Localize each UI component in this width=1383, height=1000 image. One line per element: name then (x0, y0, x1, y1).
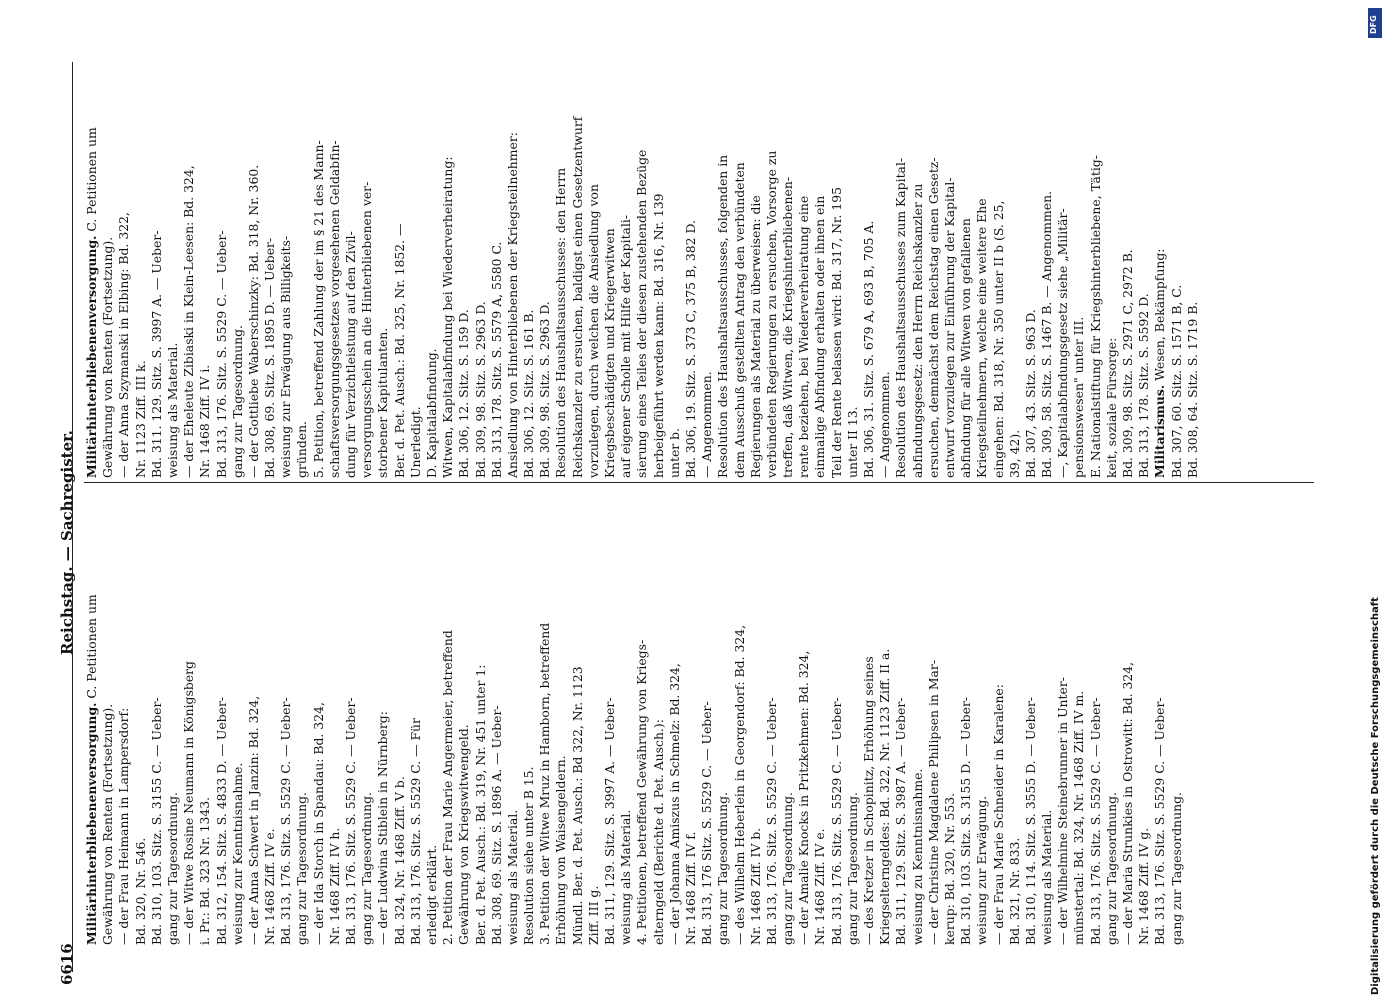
text-line: gang zur Tagesordnung. (715, 792, 731, 945)
text-line: Bd. 311. 129. Sitz. S. 3997 A. — Ueber- (148, 230, 164, 478)
text-line: Nr. 1468 Ziff. IV e. (812, 828, 828, 945)
text-line: gang zur Tagesordnung. (294, 792, 310, 945)
text-line: — der Anna Szymanski in Elbing: Bd. 322, (116, 212, 132, 478)
text-line: weisung zur Kenntnisnahme. (229, 762, 245, 945)
text-line: rente beziehen, bei Wiederverheiratung eine (796, 195, 812, 478)
text-line: Bd. 309, 98. Sitz. S. 2971 C, 2972 B. (1120, 249, 1135, 478)
text-line: Erhöhung von Waisengeldern. (553, 755, 569, 945)
text-line: — der Amalie Knocks in Pritzkehmen: Bd. 324, (796, 650, 812, 945)
dfg-logo-text: DFG (1369, 15, 1378, 34)
text-line: — der Maria Strunkies in Ostrowitt: Bd. 324, (1120, 661, 1135, 945)
text-line: Bd. 307, 60. Sitz. S. 1571 B, C. (1168, 284, 1184, 478)
text-line: einmalige Abfindung erhalten oder ihnen ein (812, 195, 828, 478)
text-line: schaftsversorgungsgesetzes vorgesehenen Geldabfin- (326, 140, 342, 478)
text-line: vorzulegen, durch welchen die Ansiedlung von (585, 184, 601, 478)
text-line: 5. Petition, betreffend Zahlung der im § 21 des Mann- (310, 140, 326, 478)
text-line: Bd. 320, Nr. 546. (132, 837, 148, 945)
text-line: Bd. 307, 43. Sitz. S. 963 D. (1022, 309, 1038, 478)
text-line: —, Kapitalabfindungsgesetz siehe „Militär- (1055, 208, 1071, 478)
text-line: Ber. d. Pet. Ausch.: Bd. 319, Nr. 451 unter 1: (472, 664, 488, 945)
text-line: herbeigeführt werden kann: Bd. 316, Nr. 139 (650, 193, 666, 478)
text-line: Militarismus. Wesen, Bekämpfung: (1152, 248, 1168, 478)
text-line: Bd. 306, 19. Sitz. S. 373 C, 375 B, 382 D. (682, 220, 698, 478)
text-line: Bd. 308, 69. Sitz. S. 1896 A. — Ueber- (488, 705, 504, 945)
text-line: — des Wilhelm Heberlein in Georgendorf: Bd. 324, (731, 624, 747, 945)
text-line: Gewährung von Renten (Fortsetzung). (100, 236, 116, 478)
text-line: — der Frau Heimann in Lampersdorf: (116, 707, 132, 945)
text-line: Nr. 1468 Ziff. IV i. (197, 364, 213, 478)
text-line: Gewährung von Renten (Fortsetzung). (100, 703, 116, 945)
text-line: Bd. 313, 176. Sitz. S. 5529 C. — Ueber- (213, 230, 229, 478)
text-line: Bd. 310, 103. Sitz. S. 3155 C. — Ueber- (148, 697, 164, 945)
funding-note: Digitalisierung gefördert durch die Deutsche Forschungsgemeinschaft (1370, 597, 1381, 995)
text-line: Bd. 310, 103. Sitz. S. 3155 D. — Ueber- (958, 696, 974, 945)
text-line: weisung zur Erwägung aus Billigkeits- (278, 235, 294, 478)
text-line: — der Christine Magdalene Philipsen in Mar- (925, 659, 941, 945)
text-line: Resolution siehe unter B 15. (521, 766, 537, 945)
text-line: gang zur Tagesordnung. (1168, 792, 1184, 945)
text-line: Bd. 313, 176. Sitz. S. 5529 C. — Ueber- (828, 697, 844, 945)
text-line: Bd. 313, 178. Sitz. S. 5592 D. (1136, 293, 1152, 478)
text-line: Bd. 310, 114. Sitz. S. 3555 D. — Ueber- (1022, 696, 1038, 945)
text-line: münstertal: Bd. 324, Nr. 1468 Ziff. IV m. (1071, 690, 1087, 945)
text-line: abfindung für alle Witwen von gefallenen (958, 218, 974, 478)
text-line: Bd. 312, 154. Sitz. S. 4833 D. — Ueber- (213, 696, 229, 945)
text-line: weisung als Material. (164, 342, 180, 478)
text-line: Witwen, Kapitalabfindung bei Wiederverheiratung: (440, 156, 456, 478)
text-line: Regierungen als Material zu überweisen: die (747, 195, 763, 478)
text-line: Bd. 313, 176. Sitz. S. 5529 C. — Ueber- (278, 697, 294, 945)
text-line: Bd. 313, 176. Sitz. S. 5529 C. — Ueber- (763, 697, 779, 945)
text-line: Bd. 313, 176 Sitz. S. 5529 C. — Ueber- (699, 701, 715, 945)
page-title: Reichstag. — Sachregister. (58, 430, 76, 655)
text-line: weisung zu Kenntnisnahme. (909, 768, 925, 945)
text-line: Ziff. III g. (585, 885, 601, 945)
text-line: Bd. 313, 178. Sitz. S. 5579 A, 5580 C. (488, 241, 504, 478)
text-line: weisung zur Erwägung. (974, 795, 990, 945)
text-line: dung für Verzichtleistung auf den Zivil- (343, 231, 358, 478)
text-line: Ber. d. Pet. Ausch.: Bd. 325, Nr. 1852. — (391, 223, 407, 478)
text-line: gang zur Tagesordnung. (359, 792, 375, 945)
text-line: storbener Kapitulanten. (375, 327, 391, 478)
text-line: sierung eines Teiles der diesen zustehenden Bezüge (634, 149, 650, 478)
text-line: Bd. 308, 64. Sitz. S. 1719 B. (1184, 301, 1200, 478)
text-line: — der Ludwina Stiblein in Nürnberg: (375, 711, 391, 945)
text-line: unter b. (666, 427, 682, 478)
text-line: keit, soziale Fürsorge: (1103, 337, 1119, 478)
text-line: Bd. 311, 129. Sitz. S. 3987 A. — Ueber- (893, 697, 909, 945)
text-line: ersuchen, demnächst dem Reichstag einen Gesetz- (925, 157, 941, 478)
text-line: gang zur Tagesordnung. (780, 792, 796, 945)
text-column-right (84, 8, 1201, 478)
text-line: Kriegsbeschädigten und Kriegerwitwen (602, 228, 617, 478)
text-line: Bd. 311, 129. Sitz. S. 3997 A. — Ueber- (602, 697, 617, 945)
text-line: Kriegselterngeldes: Bd. 322, Nr. 1123 Ziff. II a. (877, 648, 893, 945)
text-line: elterngeld (Berichte d. Pet. Ausch.): (650, 719, 666, 945)
text-line: — der Anna Schwert in Janzin: Bd. 324, (245, 695, 261, 945)
text-line: Bd. 313, 176. Sitz. S. 5529 C. — Für (407, 718, 423, 945)
text-line: 39, 42). (1006, 429, 1022, 478)
text-line: Bd. 306, 12. Sitz. S. 159 D. (456, 309, 472, 478)
text-line: gang zur Tagesordnung. (229, 325, 245, 478)
text-line: 4. Petitionen, betreffend Gewährung von Kriegs- (634, 639, 650, 945)
text-line: Bd. 309, 58. Sitz. S. 1467 B. — Angenommen. (1039, 190, 1055, 478)
text-line: Nr. 1468 Ziff. IV g. (1136, 827, 1152, 945)
text-line: E. Nationalstiftung für Kriegshinterbliebene, Tätig- (1087, 155, 1103, 478)
text-line: unter II 13. (844, 406, 860, 478)
text-line: Bd. 313, 176. Sitz. S. 5529 C. — Ueber- (343, 697, 358, 945)
text-line: Bd. 306, 12. Sitz. S. 161 B. (521, 309, 537, 478)
text-line: — der Johanna Amiszus in Schmelz: Bd. 324, (666, 663, 682, 945)
text-line: 2. Petition der Frau Marie Angermeier, betreffend (440, 630, 456, 945)
text-line: Nr. 1468 Ziff. IV b. (747, 827, 763, 945)
text-line: treffen, daß Witwen, die Kriegshinterbliebenen- (780, 176, 796, 478)
text-line: Militärhinterbliebenenversorgung. C. Petitionen um (84, 594, 99, 945)
text-line: Mündl. Ber. d. Pet. Ausch.: Bd 322, Nr. 1123 (569, 666, 585, 945)
text-line: — der Eheleute Zibiaski in Klein-Leesen: Bd. 324, (181, 165, 197, 478)
text-line: Kriegsteilnehmern, welche eine weitere Ehe (974, 198, 990, 478)
text-line: Bd. 306, 31. Sitz. S. 679 A, 693 B, 705 A. (861, 220, 876, 478)
text-line: Teil der Rente belassen wird: Bd. 317, Nr. 195 (828, 186, 844, 478)
page-number: 6616 (58, 943, 76, 985)
text-line: Resolution des Haushaltsausschusses zum Kapital- (893, 157, 909, 478)
text-line: — Angenommen. (877, 371, 893, 478)
text-line: Bd. 308, 69. Sitz. S. 1895 D. — Ueber- (262, 237, 278, 478)
text-line: — der Frau Marie Schneider in Karalene: (990, 684, 1006, 945)
text-line: Bd. 309, 98. Sitz. S. 2963 D. (472, 301, 488, 478)
text-line: — der Witwe Rosine Neumann in Königsberg (181, 661, 197, 945)
text-line: Ansiedlung von Hinterbliebenen der Kriegsteilnehmer: (504, 132, 520, 478)
text-line: — Angenommen. (699, 371, 715, 478)
text-line: kerup: Bd. 320, Nr. 553. (941, 792, 957, 945)
text-line: Resolution des Haushaltsausschusses, folgenden in (715, 154, 731, 478)
text-line: Bd. 313, 176. Sitz. S. 5529 C. — Ueber- (1087, 697, 1103, 945)
text-line: Gewährung von Kriegswitwengeld. (456, 724, 472, 945)
text-line: erledigt erklärt. (423, 844, 439, 945)
text-line: Nr. 1468 Ziff. IV e. (262, 828, 278, 945)
text-line: Resolution des Haushaltsausschusses: den Herrn (553, 167, 569, 478)
text-line: gang zur Tagesordnung. (1103, 792, 1119, 945)
text-line: Bd. 309, 98. Sitz. S. 2963 D. (537, 301, 553, 478)
text-line: Bd. 321, Nr. 833. (1006, 837, 1022, 945)
text-line: gründen. (294, 421, 310, 478)
text-line: Unerledigt. (407, 406, 423, 478)
text-line: — der Ida Storch in Spandau: Bd. 324, (310, 702, 326, 945)
text-line: — der Gottliebe Waberschinzky: Bd. 318, Nr. 360. (245, 164, 261, 478)
text-line: auf eigener Scholle mit Hilfe der Kapitali- (618, 214, 634, 478)
text-line: Militärhinterbliebenenversorgung. C. Petitionen um (84, 127, 99, 478)
text-line: i. Pr.: Bd. 323 Nr. 1343. (197, 796, 213, 945)
text-line: verbündeten Regierungen zu ersuchen, Vorsorge zu (763, 150, 779, 478)
text-line: eingehen: Bd. 318, Nr. 350 unter II b (S. 25, (990, 200, 1006, 478)
text-line: pensionswesen" unter III. (1071, 316, 1087, 478)
text-line: entwurf vorzulegen zur Einführung der Kapital- (941, 177, 957, 478)
text-line: Nr. 1468 Ziff. IV f. (682, 831, 698, 945)
dfg-logo (1368, 8, 1382, 38)
text-line: Nr. 1468 Ziff. IV h. (326, 827, 342, 945)
text-line: gang zur Tagesordnung. (164, 792, 180, 945)
text-line: 3. Petition der Witwe Mruz in Hamborn, betreffend (537, 622, 553, 945)
text-line: D. Kapitalabfindung. (423, 348, 439, 478)
text-line: gang zur Tagesordnung. (844, 792, 860, 945)
text-line: weisung als Material. (618, 809, 634, 945)
text-line: dem Ausschuß gestellten Antrag den verbündeten (731, 162, 747, 478)
text-line: versorgungsschein an die Hinterbliebenen ver- (359, 181, 375, 478)
text-line: weisung als Material. (504, 809, 520, 945)
text-line: abfindungsgesetz: den Herrn Reichskanzler zu (909, 183, 925, 478)
text-line: Bd. 313, 176. Sitz. S. 5529 C. — Ueber- (1152, 697, 1168, 945)
text-column-left (84, 475, 1185, 945)
text-line: — der Wilhelmine Steinebrunner in Unter- (1055, 677, 1071, 945)
text-line: Reichskanzler zu ersuchen, baldigst einen Gesetzentwurf (569, 116, 585, 478)
text-line: Bd. 324, Nr. 1468 Ziff. V b. (391, 776, 407, 945)
text-line: weisung als Material. (1039, 809, 1055, 945)
text-line: Nr. 1123 Ziff. III k. (132, 360, 148, 478)
text-line: — des Kretzer in Schopinitz, Erhöhung seines (861, 656, 876, 945)
